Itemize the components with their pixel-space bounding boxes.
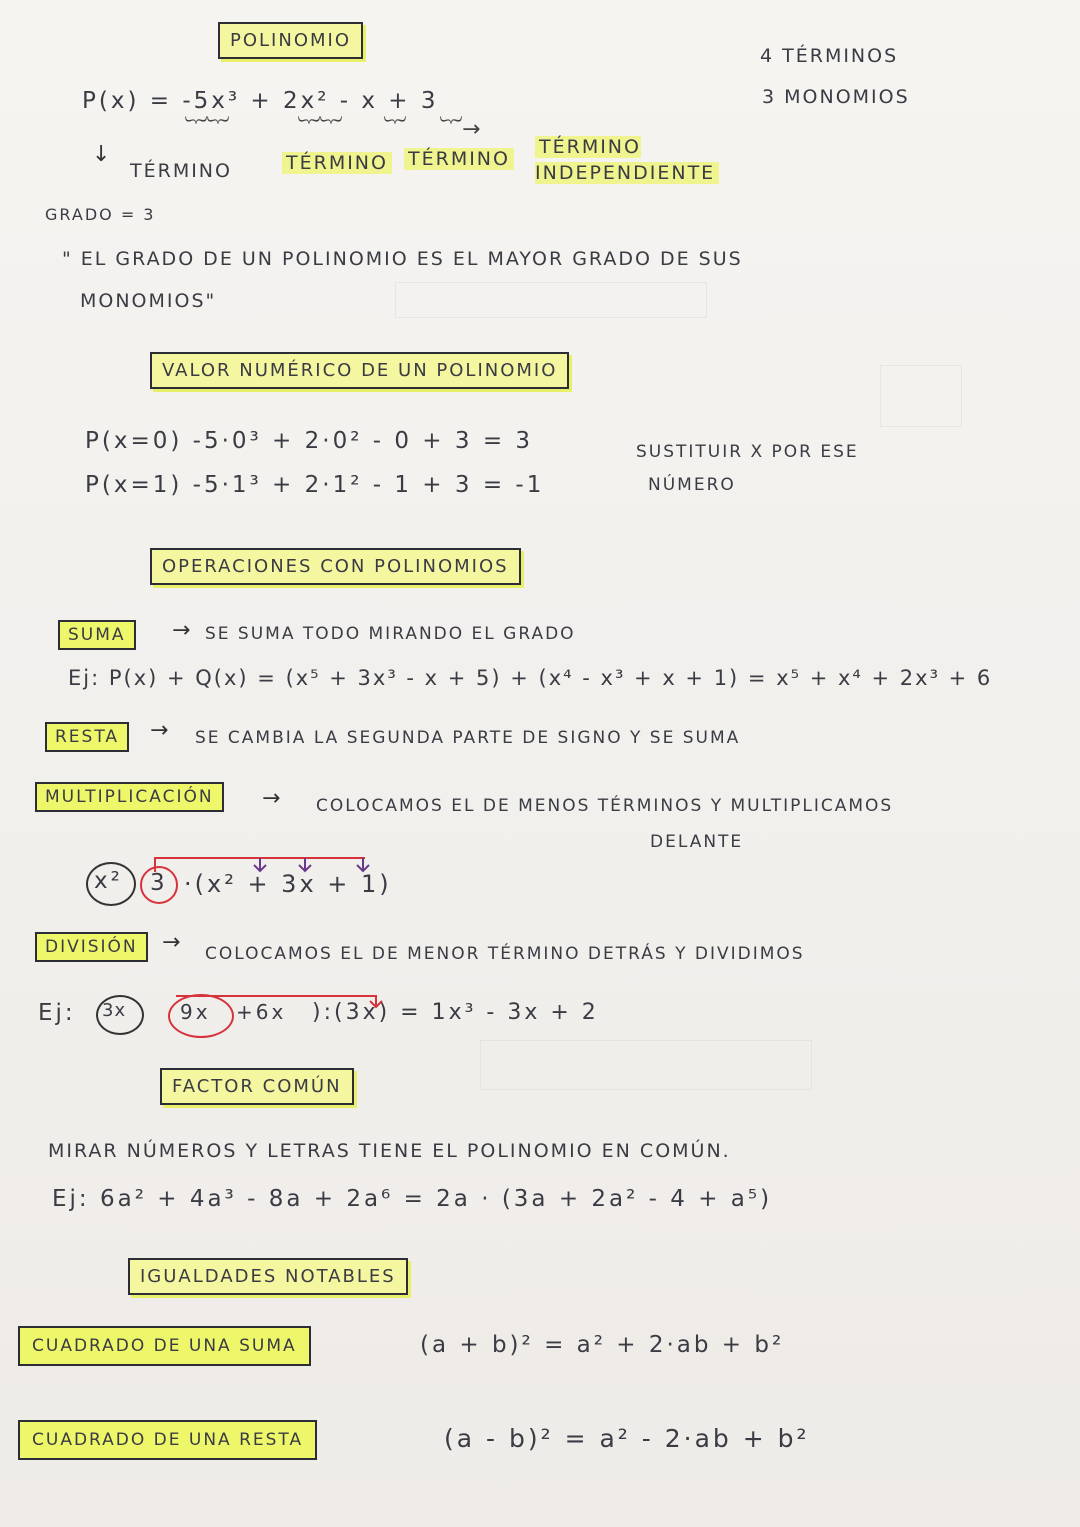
- bleed-through-box: [880, 365, 962, 427]
- div-term-b: 9x: [180, 1000, 211, 1024]
- cuadrado-suma-label: CUADRADO DE UNA SUMA: [18, 1326, 311, 1366]
- mult-factor-a: x²: [94, 868, 123, 894]
- polynomial-equation: P(x) = -5x³ + 2x² - x + 3: [82, 88, 439, 114]
- div-term-c: +6x: [236, 1000, 287, 1024]
- term-label-3: TÉRMINO: [404, 148, 514, 170]
- section-title-factor-comun: FACTOR COMÚN: [160, 1068, 354, 1105]
- valor-note-2: NÚMERO: [648, 475, 736, 495]
- termino-independiente-label: TÉRMINO INDEPENDIENTE: [535, 134, 745, 186]
- cuadrado-suma-formula: (a + b)² = a² + 2·ab + b²: [420, 1332, 785, 1358]
- suma-text: SE SUMA TODO MIRANDO EL GRADO: [205, 624, 576, 644]
- mult-text-2: DELANTE: [650, 832, 744, 852]
- down-arrow-icon: ↓: [92, 142, 111, 167]
- valor-note-1: SUSTITUIR X POR ESE: [636, 442, 859, 462]
- mult-factor-c: ·(x² + 3x + 1): [184, 870, 392, 898]
- div-term-a: 3x: [102, 1000, 127, 1021]
- suma-example: Ej: P(x) + Q(x) = (x⁵ + 3x³ - x + 5) + (x⁴ - x³ + x + 1) = x⁵ + x⁴ + 2x³ + 6: [68, 666, 993, 690]
- quote-line-2: MONOMIOS": [80, 290, 217, 312]
- resta-arrow-icon: →: [150, 718, 169, 743]
- term-brace-4: ︸→: [440, 117, 481, 142]
- side-note-monomios: 3 MONOMIOS: [762, 86, 910, 108]
- term-brace-3: ︸: [384, 117, 407, 142]
- section-title-valor-numerico: VALOR NUMÉRICO DE UN POLINOMIO: [150, 352, 569, 389]
- term-brace-2: ︸︸: [298, 117, 343, 142]
- div-prefix: Ej:: [38, 1000, 76, 1026]
- side-note-terminos: 4 TÉRMINOS: [760, 45, 899, 67]
- quote-line-1: " EL GRADO DE UN POLINOMIO ES EL MAYOR GRADO DE SUS: [62, 248, 743, 270]
- mult-text-1: COLOCAMOS EL DE MENOS TÉRMINOS Y MULTIPLICAMOS: [316, 796, 894, 816]
- term-label-1: TÉRMINO: [130, 160, 232, 182]
- mult-label: MULTIPLICACIÓN: [35, 782, 224, 812]
- factor-comun-example: Ej: 6a² + 4a³ - 8a + 2a⁶ = 2a · (3a + 2a² - 4 + a⁵): [52, 1186, 773, 1212]
- mult-arrow-icon: →: [262, 786, 281, 811]
- div-text: COLOCAMOS EL DE MENOR TÉRMINO DETRÁS Y DIVIDIMOS: [205, 944, 805, 964]
- bleed-through-box: [395, 282, 707, 318]
- div-arrow-icon: →: [162, 930, 181, 955]
- term-label-2: TÉRMINO: [282, 152, 392, 174]
- cuadrado-resta-label: CUADRADO DE UNA RESTA: [18, 1420, 317, 1460]
- resta-label: RESTA: [45, 722, 129, 752]
- cuadrado-resta-formula: (a - b)² = a² - 2·ab + b²: [444, 1424, 810, 1453]
- suma-arrow-icon: →: [172, 618, 191, 643]
- suma-label: SUMA: [58, 620, 136, 650]
- div-result: ):(3x) = 1x³ - 3x + 2: [312, 1000, 599, 1025]
- factor-comun-text: MIRAR NÚMEROS Y LETRAS TIENE EL POLINOMIO EN COMÚN.: [48, 1140, 731, 1162]
- bleed-through-box: [480, 1040, 812, 1090]
- grado-label: GRADO = 3: [45, 205, 156, 224]
- div-label: DIVISIÓN: [35, 932, 148, 962]
- resta-text: SE CAMBIA LA SEGUNDA PARTE DE SIGNO Y SE SUMA: [195, 728, 741, 748]
- term-brace-1: ︸︸: [185, 117, 230, 142]
- mult-distribution-arrows: [150, 852, 380, 882]
- div-distribution-arrow: [176, 986, 396, 1010]
- section-title-igualdades: IGUALDADES NOTABLES: [128, 1258, 408, 1295]
- section-title-operaciones: OPERACIONES CON POLINOMIOS: [150, 548, 521, 585]
- valor-line-1: P(x=0) -5·0³ + 2·0² - 0 + 3 = 3: [85, 428, 534, 454]
- section-title-polinomio: POLINOMIO: [218, 22, 363, 59]
- mult-factor-b: 3: [150, 870, 168, 896]
- valor-line-2: P(x=1) -5·1³ + 2·1² - 1 + 3 = -1: [85, 472, 545, 498]
